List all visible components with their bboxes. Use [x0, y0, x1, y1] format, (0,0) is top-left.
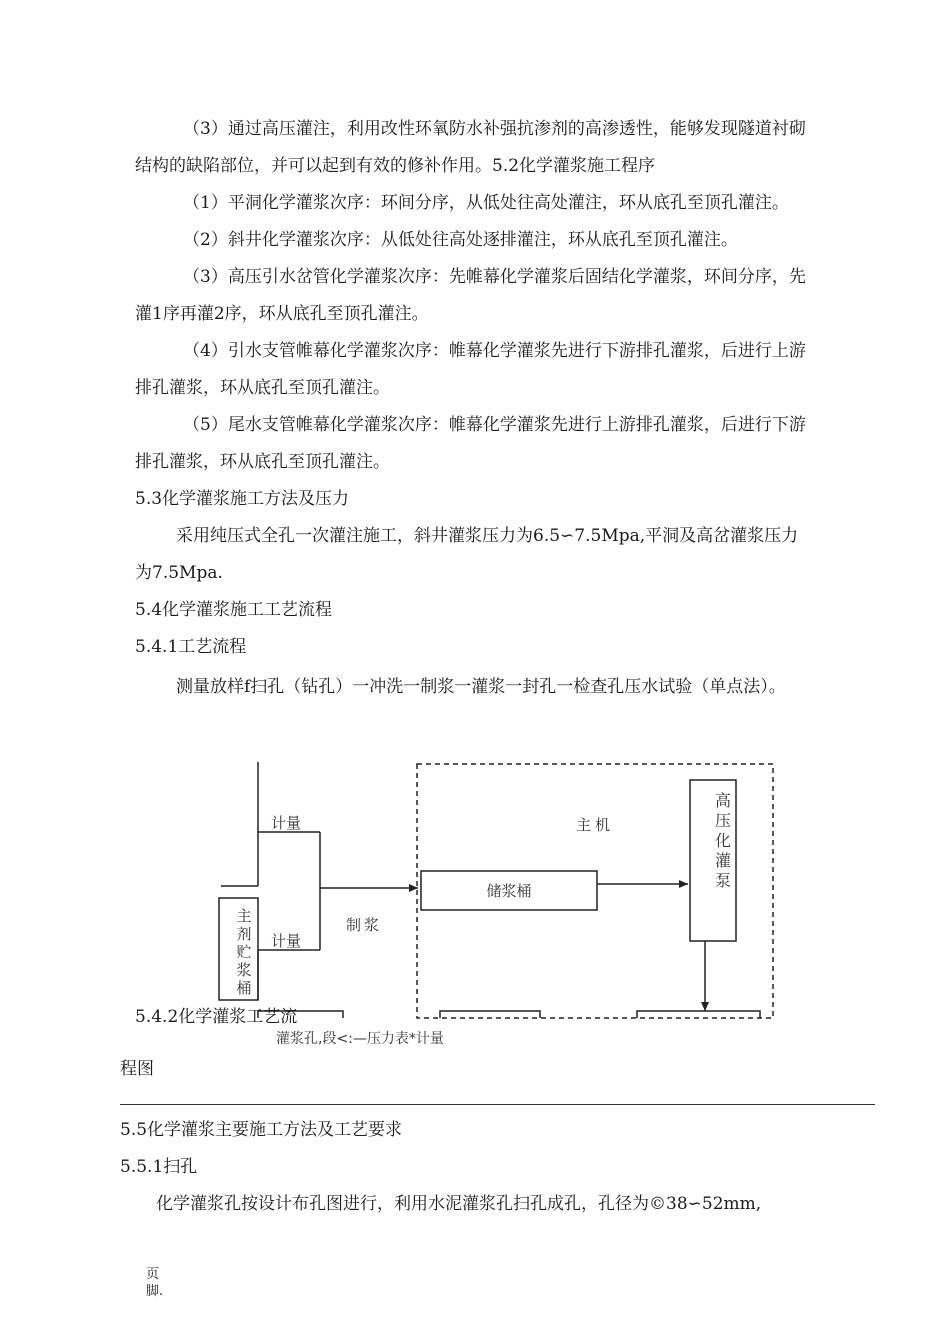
para-3-line-1: （3）通过高压灌注，利用改性环氧防水补强抗渗剂的高渗透性，能够发现隧道衬砌	[183, 119, 806, 139]
para-pressure-line-1: 采用纯压式全孔一次灌注施工，斜井灌浆压力为6.5∽7.5Mpa,平洞及高岔灌浆压力	[176, 526, 799, 546]
main-tank-char-2: 剂	[236, 925, 252, 943]
hp-pump-char-4: 灌	[714, 851, 732, 870]
bottom-caption: 灌浆孔,段<:—压力表*计量	[276, 1031, 444, 1047]
measure-label-bottom: 计量	[271, 932, 302, 950]
para-3-line-2: 结构的缺陷部位，并可以起到有效的修补作用。5.2化学灌浆施工程序	[135, 156, 656, 176]
heading-5-4-2-tail: 程图	[120, 1059, 154, 1079]
heading-5-5-1: 5.5.1扫孔	[120, 1157, 198, 1177]
storage-bucket-label: 储浆桶	[486, 882, 532, 900]
measure-label-top: 计量	[271, 814, 302, 832]
para-order-4-line-1: （4）引水支管帷幕化学灌浆次序：帷幕化学灌浆先进行下游排孔灌浆，后进行上游	[183, 341, 806, 361]
footer-line-1: 页	[146, 1267, 160, 1282]
para-order-5-line-2: 排孔灌浆，环从底孔至顶孔灌注。	[135, 452, 390, 472]
heading-5-4-2: 5.4.2化学灌浆工艺流	[135, 1007, 298, 1027]
para-sweep-hole: 化学灌浆孔按设计布孔图进行，利用水泥灌浆孔扫孔成孔，孔径为©38∽52mm,	[156, 1194, 762, 1214]
host-label: 主机	[576, 816, 615, 834]
hp-pump-char-3: 化	[714, 831, 732, 850]
para-order-3-line-2: 灌1序再灌2序，环从底孔至顶孔灌注。	[135, 304, 429, 324]
main-tank-char-5: 桶	[236, 979, 252, 997]
footer-line-2: 脚.	[146, 1284, 164, 1299]
para-process: 测量放样f扫孔（钻孔）一冲洗一制浆一灌浆一封孔一检查孔压水试验（单点法）。	[176, 677, 786, 697]
hp-pump-char-1: 高	[714, 791, 732, 810]
para-pressure-line-2: 为7.5Mpa.	[135, 563, 223, 583]
main-tank-char-3: 贮	[236, 943, 252, 961]
para-order-3-line-1: （3）高压引水岔管化学灌浆次序：先帷幕化学灌浆后固结化学灌浆，环间分序，先	[183, 267, 806, 287]
heading-5-4-1: 5.4.1工艺流程	[135, 637, 247, 657]
main-tank-char-1: 主	[236, 907, 252, 925]
para-order-2: （2）斜井化学灌浆次序：从低处往高处逐排灌注，环从底孔至顶孔灌注。	[183, 230, 738, 250]
para-order-5-line-1: （5）尾水支管帷幕化学灌浆次序：帷幕化学灌浆先进行上游排孔灌浆，后进行下游	[183, 415, 806, 435]
para-order-1: （1）平洞化学灌浆次序：环间分序，从低处往高处灌注，环从底孔至顶孔灌注。	[183, 193, 789, 213]
heading-5-3: 5.3化学灌浆施工方法及压力	[135, 489, 350, 509]
divider	[120, 1104, 875, 1105]
main-tank-char-4: 浆	[236, 961, 252, 979]
para-order-4-line-2: 排孔灌浆，环从底孔至顶孔灌注。	[135, 378, 390, 398]
hp-pump-char-5: 泵	[714, 871, 732, 890]
heading-5-5: 5.5化学灌浆主要施工方法及工艺要求	[120, 1120, 403, 1140]
heading-5-4: 5.4化学灌浆施工工艺流程	[135, 600, 333, 620]
mixing-label: 制浆	[346, 916, 383, 934]
hp-pump-char-2: 压	[714, 811, 732, 830]
